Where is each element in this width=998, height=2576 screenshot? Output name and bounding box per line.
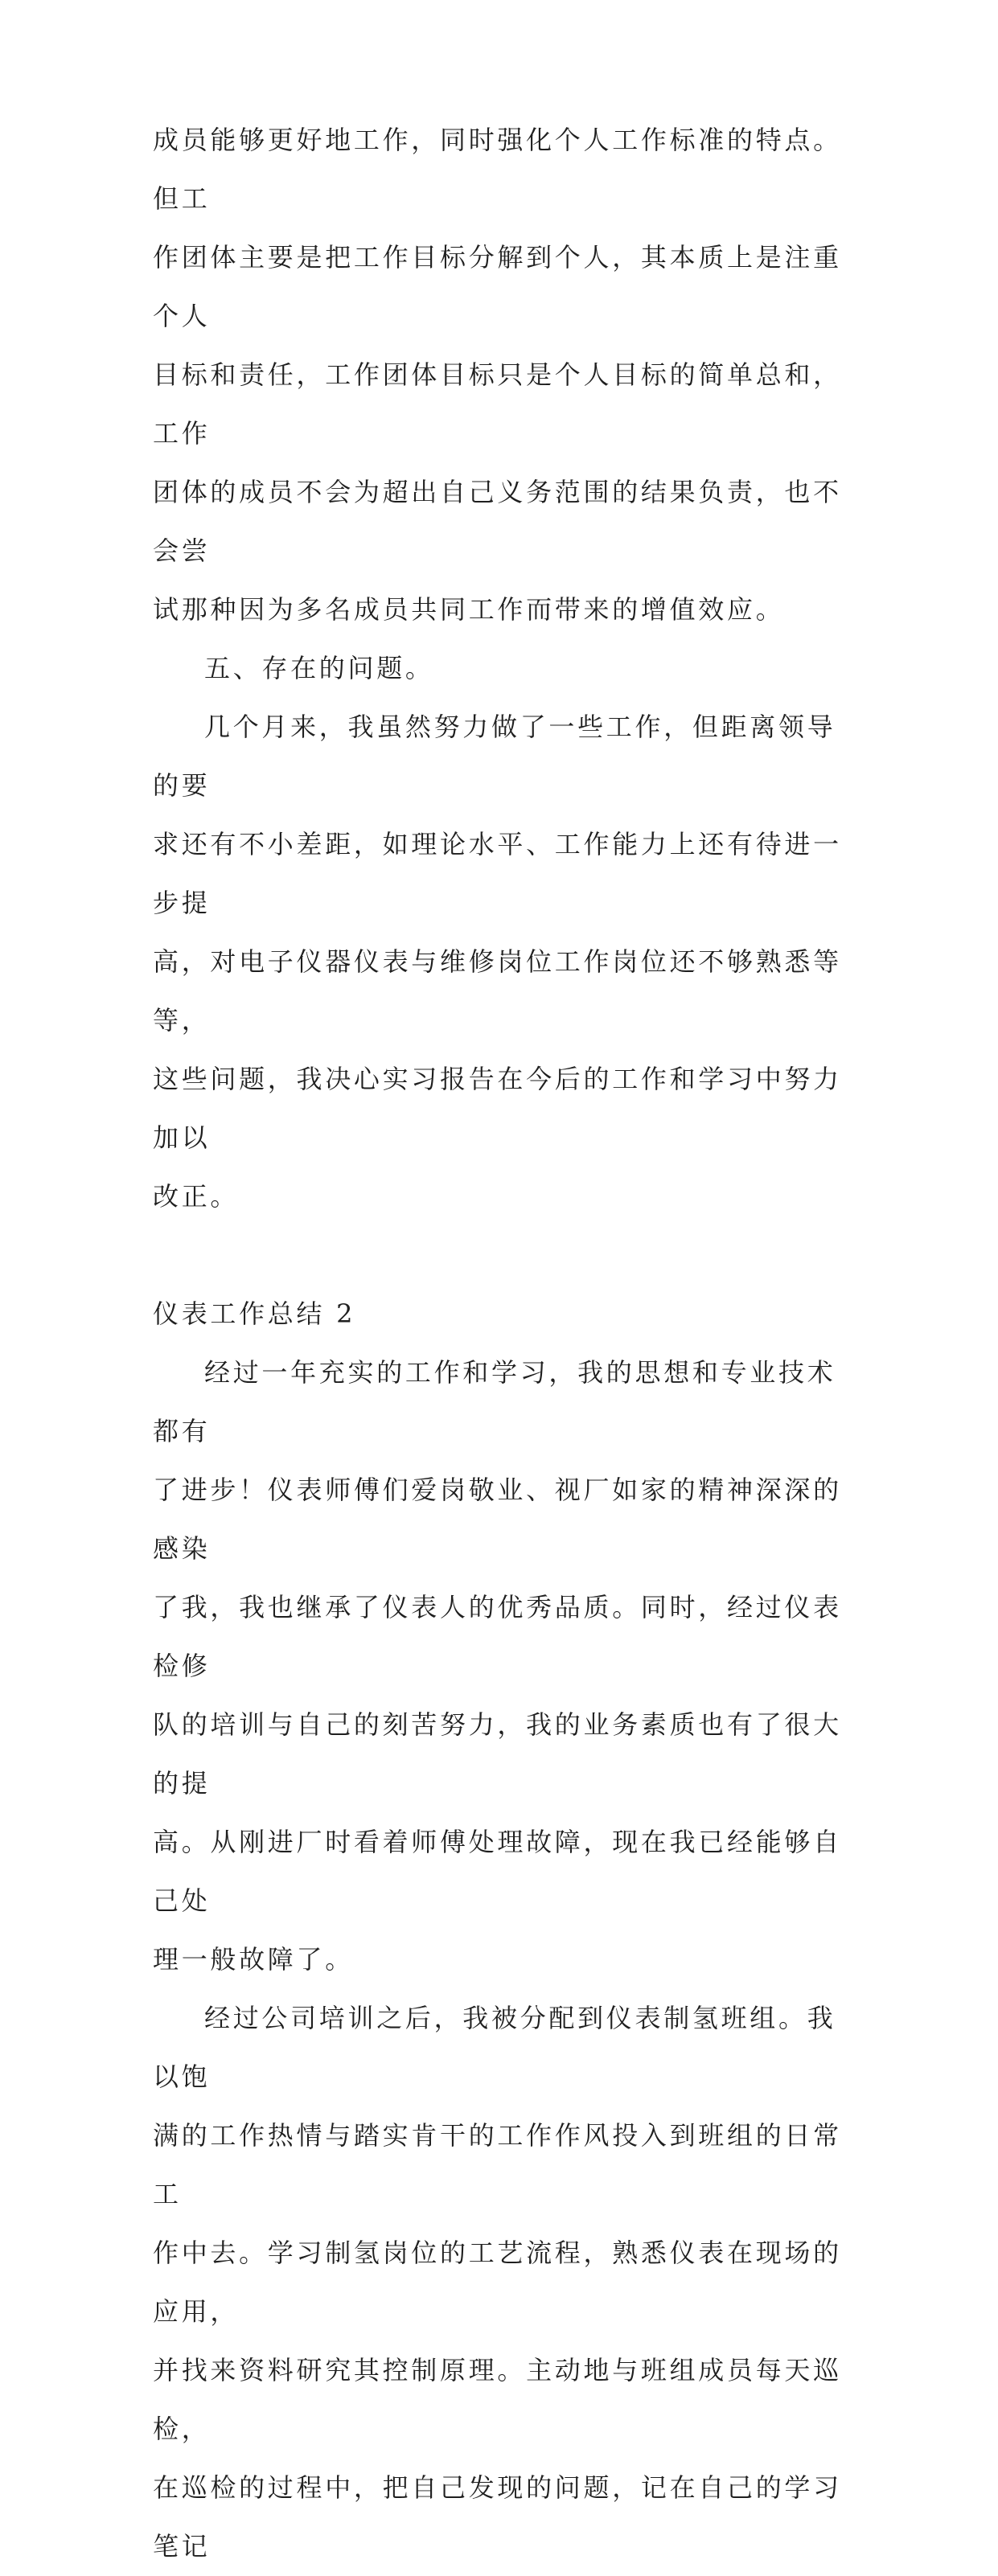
paragraph-training-assignment: 经过公司培训之后，我被分配到仪表制氢班组。我以饱 满的工作热情与踏实肯干的工作作风投入到班组的日常工 作中去。学习制氢岗位的工艺流程，熟悉仪表在现场的应用， 并找来资料研究其控制原理。主动地与班组成员每天巡检， 在巡检的过程中，把自己发现的问题，记在自己的学习笔记 <box>153 2003 842 2562</box>
document-body <box>153 111 854 2576</box>
heading-existing-problems: 五、存在的问题。 <box>204 653 434 683</box>
section-title: 仪表工作总结 2 <box>153 1298 356 1329</box>
paragraph-problems: 几个月来，我虽然努力做了一些工作，但距离领导的要 求还有不小差距，如理论水平、工作能力上还有待进一步提 高，对电子仪器仪表与维修岗位工作岗位还不够熟悉等等， 这些问题，我决心实习报告在今后的工作和学习中努力加以 改正。 <box>153 712 842 1212</box>
paragraph-team-work: 成员能够更好地工作，同时强化个人工作标准的特点。但工 作团体主要是把工作目标分解到个人，其本质上是注重个人 目标和责任，工作团体目标只是个人目标的简单总和，工作 团体的成员不会为超出自己义务范围的结果负责，也不会尝 试那种因为多名成员共同工作而带来的增值效应。 <box>153 125 842 625</box>
paragraph-year-summary: 经过一年充实的工作和学习，我的思想和专业技术都有 了进步！仪表师傅们爱岗敬业、视厂如家的精神深深的感染 了我，我也继承了仪表人的优秀品质。同时，经过仪表检修 队的培训与自己的刻苦努力，我的业务素质也有了很大的提 高。从刚进厂时看着师傅处理故障，现在我已经能够自己处 理一般故障了。 <box>153 1357 842 1975</box>
